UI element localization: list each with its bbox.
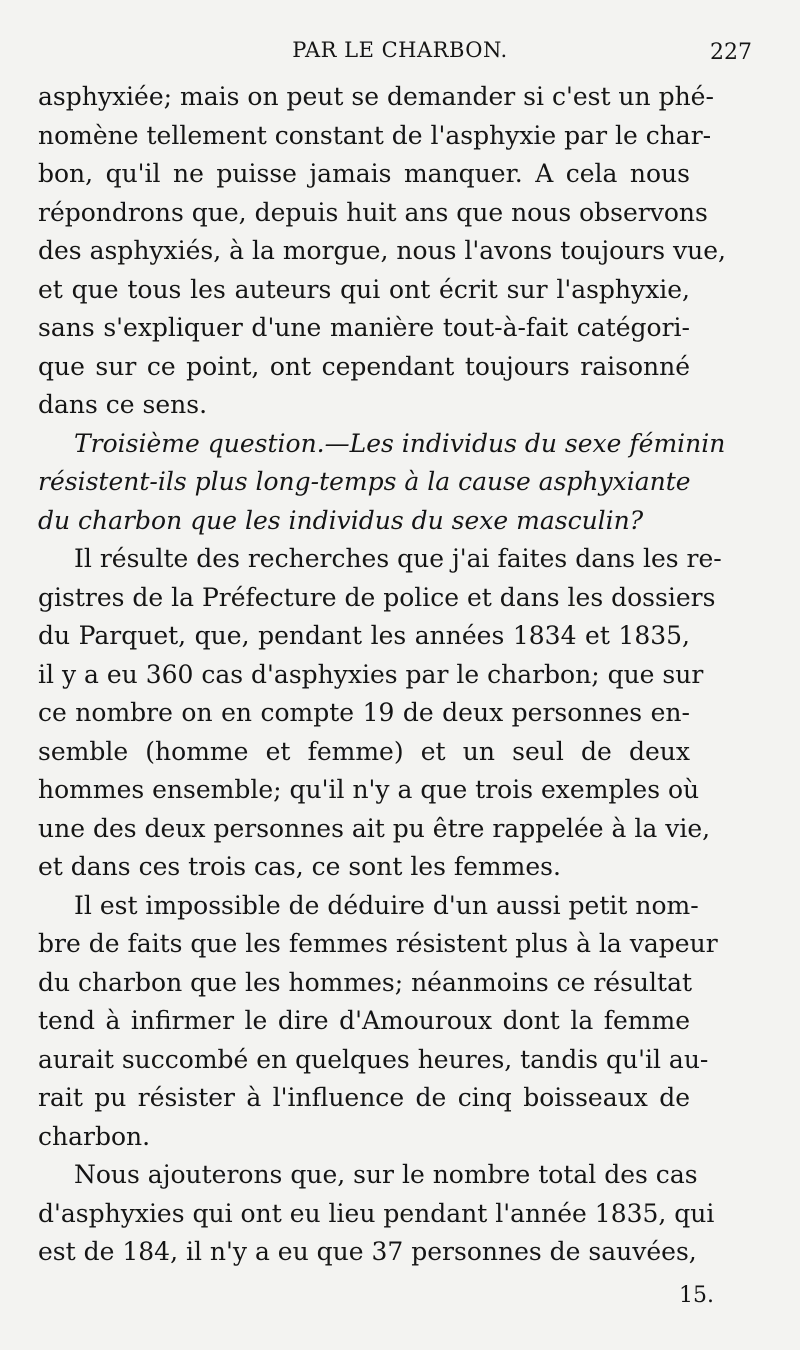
text-line: ce nombre on en compte 19 de deux personnes en- — [38, 698, 690, 727]
text-line: bre de faits que les femmes résistent plus à la vapeur — [38, 929, 718, 958]
text-line: Nous ajouterons que, sur le nombre total des cas — [74, 1160, 698, 1189]
text-line: charbon. — [38, 1121, 151, 1151]
text-line: tend à infirmer le dire d'Amouroux dont la femme — [38, 1006, 690, 1035]
question-heading-line: Troisième question.—Les individus du sexe féminin — [74, 428, 726, 458]
page-number: 227 — [710, 40, 752, 65]
text-line: Il est impossible de déduire d'un aussi petit nom- — [74, 890, 699, 920]
signature-mark: 15. — [679, 1283, 714, 1308]
text-line: dans ce sens. — [38, 390, 208, 419]
text-line: hommes ensemble; qu'il n'y a que trois exemples où — [38, 775, 700, 804]
text-line: asphyxiée; mais on peut se demander si c'est un phé- — [38, 82, 714, 111]
text-line: d'asphyxies qui ont eu lieu pendant l'année 1835, qui — [38, 1198, 715, 1228]
text-line: rait pu résister à l'influence de cinq boisseaux de — [38, 1083, 690, 1112]
text-line: Il résulte des recherches que j'ai faites dans les re- — [74, 544, 722, 573]
text-line: répondrons que, depuis huit ans que nous observons — [38, 197, 708, 227]
body-text — [38, 78, 727, 1272]
text-line: bon, qu'il ne puisse jamais manquer. A cela nous — [38, 159, 690, 188]
text-line: du charbon que les hommes; néanmoins ce résultat — [38, 967, 693, 997]
text-line: des asphyxiés, à la morgue, nous l'avons toujours vue, — [38, 236, 727, 265]
text-line: et que tous les auteurs qui ont écrit sur l'asphyxie, — [38, 274, 690, 304]
text-line: semble (homme et femme) et un seul de deux — [38, 736, 690, 766]
page-header — [36, 38, 764, 78]
text-line: gistres de la Préfecture de police et dans les dossiers — [38, 582, 716, 612]
text-line: une des deux personnes ait pu être rappelée à la vie, — [38, 813, 711, 843]
text-line: nomène tellement constant de l'asphyxie par le char- — [38, 120, 712, 150]
text-line: du Parquet, que, pendant les années 1834 et 1835, — [38, 621, 690, 650]
text-line: que sur ce point, ont cependant toujours raisonné — [38, 351, 690, 381]
text-line: sans s'expliquer d'une manière tout-à-fait catégori- — [38, 313, 690, 342]
text-line: il y a eu 360 cas d'asphyxies par le charbon; que sur — [38, 659, 704, 689]
text-line: aurait succombé en quelques heures, tandis qu'il au- — [38, 1044, 709, 1074]
text-line: et dans ces trois cas, ce sont les femmes. — [38, 852, 561, 881]
text-line: est de 184, il n'y a eu que 37 personnes de sauvées, — [38, 1237, 697, 1266]
question-heading-line: du charbon que les individus du sexe masculin? — [38, 505, 644, 535]
running-title: PAR LE CHARBON. — [292, 38, 508, 62]
question-heading-line: résistent-ils plus long-temps à la cause asphyxiante — [38, 467, 691, 496]
